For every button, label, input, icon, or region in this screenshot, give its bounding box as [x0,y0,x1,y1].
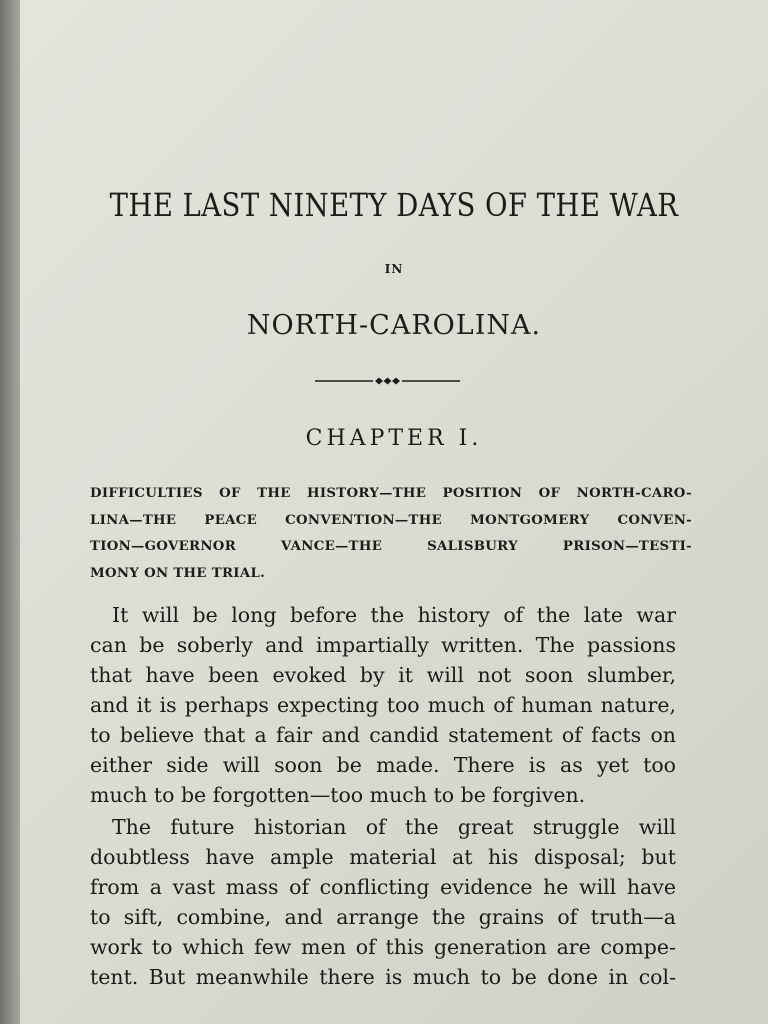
paragraph-2-line: doubtless have ample material at his disposal; but [90,845,676,869]
paragraph-1-line: to believe that a fair and candid statement of facts on [90,723,676,747]
summary-line: DIFFICULTIES OF THE HISTORY—THE POSITION OF NORTH-CARO- [90,486,692,501]
book-page [20,0,768,1024]
summary-line: TION—GOVERNOR VANCE—THE SALISBURY PRISON—TESTI- [90,539,692,554]
chapter-summary [90,481,692,587]
paragraph-1-line: either side will soon be made. There is as yet too [90,753,676,777]
paragraph-1-line: can be soberly and impartially written. The passions [90,633,676,657]
body-text [90,600,676,992]
paragraph-1-line: much to be forgotten—too much to be forgiven. [90,783,586,807]
paragraph-1-line: and it is perhaps expecting too much of human nature, [90,693,676,717]
paragraph-1-line: that have been evoked by it will not soon slumber, [90,663,676,687]
paragraph-2-line: work to which few men of this generation are compe- [90,935,676,959]
page-title: THE LAST NINETY DAYS OF THE WAR [109,186,679,224]
paragraph-2-line: tent. But meanwhile there is much to be done in col- [90,965,676,989]
paragraph-2-line: The future historian of the great struggle will [112,815,676,839]
summary-line: MONY ON THE TRIAL. [90,565,266,581]
page-subtitle: NORTH-CAROLINA. [246,310,542,341]
chapter-heading: CHAPTER I. [305,426,483,451]
title-connector: IN [384,262,404,276]
paragraph-2-line: from a vast mass of conflicting evidence he will have [90,875,676,899]
ornament-divider [315,372,460,390]
paragraph-2-line: to sift, combine, and arrange the grains of truth—a [90,905,676,929]
paragraph-1-line: It will be long before the history of the late war [112,603,676,627]
summary-line: LINA—THE PEACE CONVENTION—THE MONTGOMERY CONVEN- [90,512,692,528]
